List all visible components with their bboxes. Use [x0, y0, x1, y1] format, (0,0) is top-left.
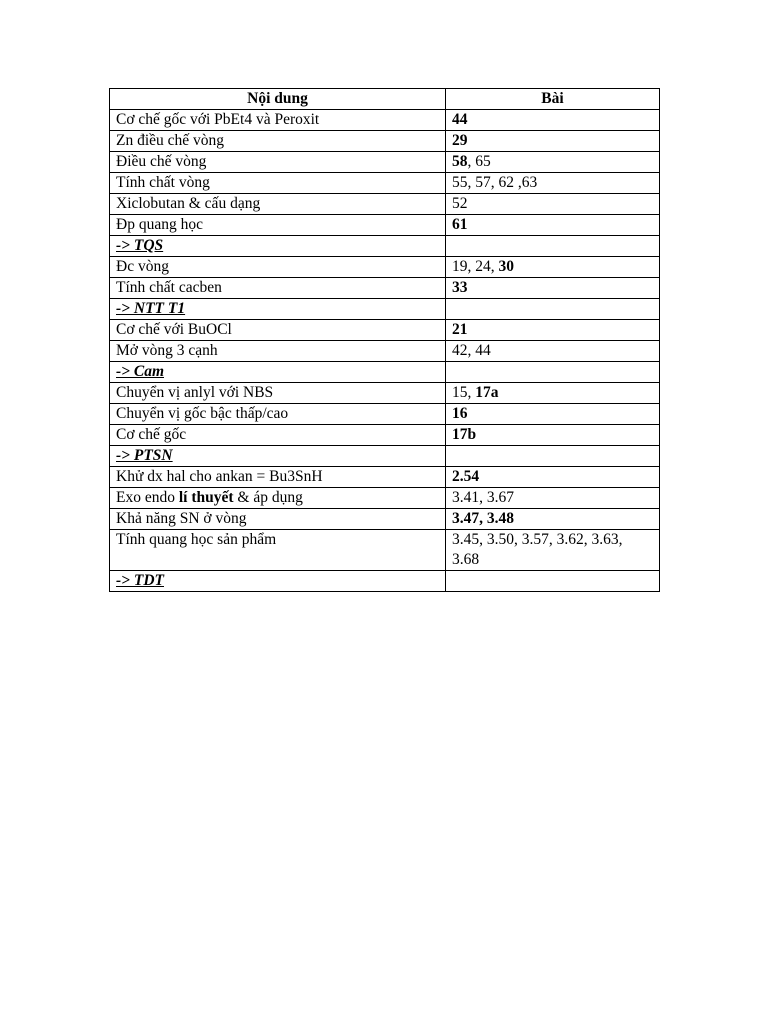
bai-cell [446, 257, 660, 278]
cell-text: Điều chế vòng [116, 153, 207, 170]
content-cell [110, 215, 446, 236]
cell-text: -> TDT [116, 572, 164, 589]
cell-text: 21 [452, 321, 468, 338]
cell-text: 19, 24, [452, 258, 499, 275]
cell-text: & áp dụng [233, 489, 303, 506]
cell-text: Cơ chế với BuOCl [116, 321, 232, 338]
bai-cell [446, 362, 660, 383]
bai-cell [446, 425, 660, 446]
cell-text: Xiclobutan & cấu dạng [116, 195, 261, 212]
cell-text: 17b [452, 426, 477, 443]
cell-text: Khử dx hal cho ankan = Bu3SnH [116, 468, 323, 485]
table-row [110, 509, 660, 530]
bai-cell [446, 131, 660, 152]
section-label-cell [110, 571, 446, 592]
content-cell [110, 488, 446, 509]
cell-text: Chuyển vị gốc bậc thấp/cao [116, 405, 289, 422]
cell-text: 17a [475, 384, 499, 401]
content-cell [110, 278, 446, 299]
bai-cell [446, 488, 660, 509]
table-header-row [110, 89, 660, 110]
cell-text: 3.41, 3.67 [452, 489, 514, 506]
content-cell [110, 425, 446, 446]
cell-text: -> NTT T1 [116, 300, 186, 317]
table-body [110, 110, 660, 592]
table-row [110, 404, 660, 425]
bai-cell [446, 320, 660, 341]
table-row [110, 320, 660, 341]
table-row [110, 131, 660, 152]
content-cell [110, 110, 446, 131]
bai-cell [446, 236, 660, 257]
bai-cell [446, 509, 660, 530]
section-row [110, 236, 660, 257]
table-row [110, 215, 660, 236]
section-row [110, 571, 660, 592]
table-row [110, 257, 660, 278]
cell-text: 2.54 [452, 468, 480, 485]
bai-cell [446, 215, 660, 236]
content-table [109, 88, 660, 592]
content-cell [110, 530, 446, 571]
cell-text: Chuyển vị anlyl với NBS [116, 384, 274, 401]
cell-text: 44 [452, 111, 468, 128]
table-row [110, 383, 660, 404]
cell-text: Đc vòng [116, 258, 169, 275]
content-cell [110, 131, 446, 152]
header-noi-dung: Nội dung [110, 89, 446, 110]
cell-text: 33 [452, 279, 468, 296]
cell-text: 52 [452, 195, 468, 212]
bai-cell [446, 341, 660, 362]
section-row [110, 362, 660, 383]
cell-text: 3.47, 3.48 [452, 510, 514, 527]
cell-text: 16 [452, 405, 468, 422]
bai-cell [446, 110, 660, 131]
bai-cell [446, 299, 660, 320]
content-cell [110, 341, 446, 362]
cell-text: 15, [452, 384, 476, 401]
cell-text: Mở vòng 3 cạnh [116, 342, 218, 359]
cell-text: Exo endo [116, 489, 179, 506]
cell-text: Khả năng SN ở vòng [116, 510, 247, 527]
cell-text: 58 [452, 153, 468, 170]
cell-text: 30 [498, 258, 514, 275]
content-cell [110, 152, 446, 173]
cell-text: 42, 44 [452, 342, 491, 359]
bai-cell [446, 152, 660, 173]
section-row [110, 299, 660, 320]
content-cell [110, 509, 446, 530]
cell-text: -> PTSN [116, 447, 173, 464]
bai-cell [446, 446, 660, 467]
bai-cell [446, 173, 660, 194]
table-row [110, 110, 660, 131]
bai-cell [446, 194, 660, 215]
bai-cell [446, 404, 660, 425]
table-row [110, 152, 660, 173]
content-cell [110, 194, 446, 215]
cell-text: Đp quang học [116, 216, 203, 233]
bai-cell [446, 278, 660, 299]
table-row [110, 173, 660, 194]
cell-text: -> TQS [116, 237, 164, 254]
table-row [110, 488, 660, 509]
bai-cell [446, 383, 660, 404]
cell-text: Zn điều chế vòng [116, 132, 225, 149]
cell-text: Tính chất cacben [116, 279, 222, 296]
cell-text: Tính quang học sản phẩm [116, 531, 277, 548]
content-cell [110, 467, 446, 488]
table-row [110, 530, 660, 571]
cell-text: , 65 [467, 153, 491, 170]
content-cell [110, 404, 446, 425]
section-label-cell [110, 446, 446, 467]
bai-cell [446, 530, 660, 571]
table-row [110, 467, 660, 488]
cell-text: Cơ chế gốc với PbEt4 và Peroxit [116, 111, 320, 128]
section-label-cell [110, 362, 446, 383]
header-bai: Bài [446, 89, 660, 110]
cell-text: Tính chất vòng [116, 174, 210, 191]
table-row [110, 341, 660, 362]
cell-text: 29 [452, 132, 468, 149]
content-cell [110, 383, 446, 404]
cell-text: 55, 57, 62 ,63 [452, 174, 538, 191]
table-row [110, 425, 660, 446]
cell-text: Cơ chế gốc [116, 426, 187, 443]
table-row [110, 194, 660, 215]
cell-text: lí thuyết [178, 489, 234, 506]
bai-cell [446, 467, 660, 488]
cell-text: -> Cam [116, 363, 165, 380]
cell-text: 3.45, 3.50, 3.57, 3.62, 3.63, 3.68 [452, 531, 623, 568]
section-label-cell [110, 236, 446, 257]
section-row [110, 446, 660, 467]
content-cell [110, 320, 446, 341]
table-row [110, 278, 660, 299]
content-cell [110, 173, 446, 194]
content-cell [110, 257, 446, 278]
section-label-cell [110, 299, 446, 320]
bai-cell [446, 571, 660, 592]
cell-text: 61 [452, 216, 468, 233]
